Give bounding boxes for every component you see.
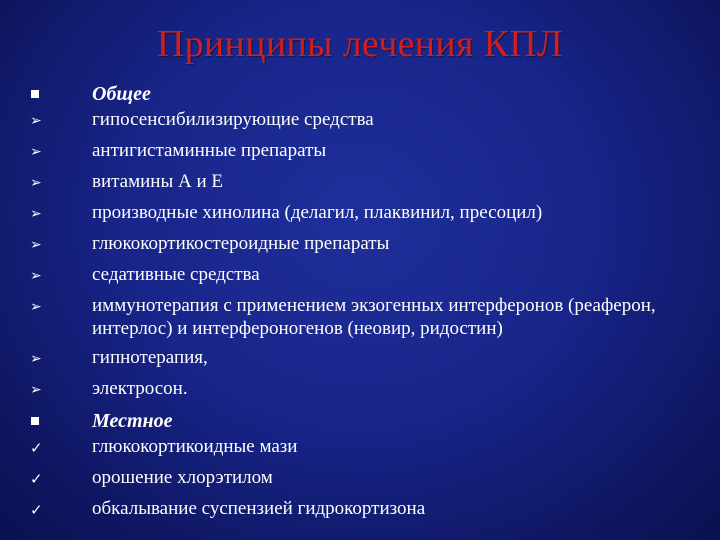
list-item (30, 202, 710, 226)
list-item-text: орошение хлорэтилом (92, 467, 273, 488)
arrow-bullet-icon: ➢ (30, 382, 42, 398)
arrow-bullet-icon: ➢ (30, 351, 42, 367)
slide-title: Принципы лечения КПЛ (156, 23, 564, 65)
list-item (30, 109, 710, 133)
list-item (30, 295, 710, 340)
arrow-bullet-icon: ➢ (30, 113, 42, 129)
check-bullet-icon: ✓ (30, 471, 43, 488)
list-item-text: гипосенсибилизирующие средства (92, 109, 374, 130)
square-bullet-icon (30, 409, 92, 433)
list-item-text: гипнотерапия, (92, 347, 208, 368)
section-heading-row (30, 409, 710, 433)
list-item-text: производные хинолина (делагил, плаквинил, пресоцил) (92, 202, 543, 223)
list-item-text: электросон. (92, 378, 188, 399)
check-bullet-icon: ✓ (30, 440, 43, 457)
list-item (30, 498, 710, 522)
list-item (30, 436, 710, 460)
arrow-bullet-icon: ➢ (30, 299, 42, 315)
slide-content (30, 80, 710, 529)
list-item (30, 467, 710, 491)
list-item-text: иммунотерапия с применением экзогенных интерферонов (реаферон, интерлос) и интерфероногенов (неовир, ридостин) (92, 295, 656, 339)
arrow-bullet-icon: ➢ (30, 206, 42, 222)
list-item-text: седативные средства (92, 264, 260, 285)
check-bullet-icon: ✓ (30, 502, 43, 519)
square-bullet-icon (30, 82, 92, 106)
list-item (30, 264, 710, 288)
list-item (30, 233, 710, 257)
list-item-text: обкалывание суспензией гидрокортизона (92, 498, 426, 519)
arrow-bullet-icon: ➢ (30, 175, 42, 191)
list-item-text: антигистаминные препараты (92, 140, 327, 161)
section-heading: Местное (92, 410, 173, 432)
list-item (30, 171, 710, 195)
list-item-text: витамины А и Е (92, 171, 223, 192)
list-item (30, 378, 710, 402)
arrow-bullet-icon: ➢ (30, 237, 42, 253)
arrow-bullet-icon: ➢ (30, 144, 42, 160)
list-item (30, 140, 710, 164)
list-item-text: глюкокортикостероидные препараты (92, 233, 390, 254)
section-heading: Общее (92, 83, 151, 105)
list-item-text: глюкокортикоидные мази (92, 436, 298, 457)
arrow-bullet-icon: ➢ (30, 268, 42, 284)
section-heading-row (30, 82, 710, 106)
list-item (30, 347, 710, 371)
